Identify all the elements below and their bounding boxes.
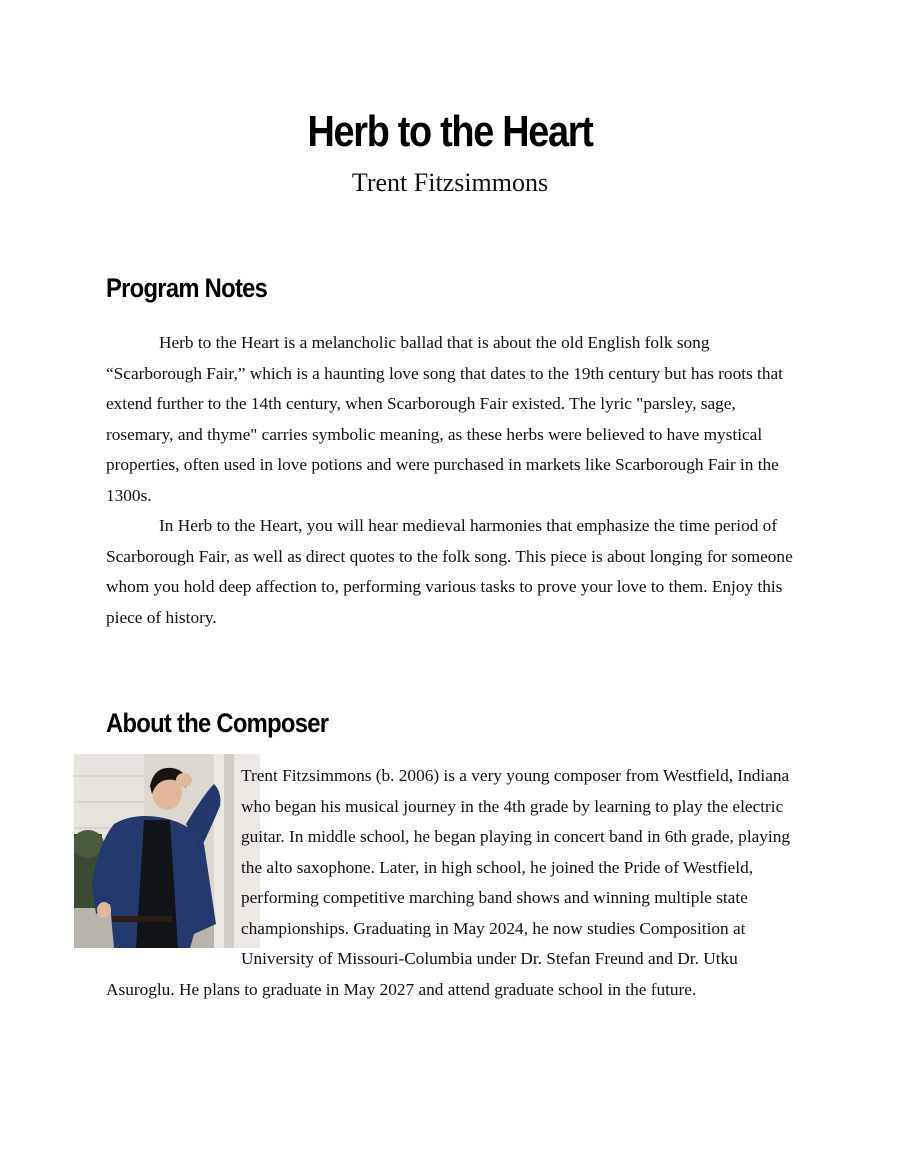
photo-text-wrap (74, 761, 241, 961)
about-composer-heading: About the Composer (106, 708, 329, 738)
program-notes-heading: Program Notes (106, 273, 268, 303)
composer-bio-text: Trent Fitzsimmons (b. 2006) is a very young composer from Westfield, Indiana who began his musical journey in the 4th grade by learning to play the electric guitar. In middle school, he began playing in concert band in 6th grade, playing the alto saxophone. Later, in high school, he joined the Pride of Westfield, performing competitive marching band shows and winning multiple state championships. Graduating in May 2024, he now studies Composition at University of Missouri-Columbia under Dr. Stefan Freund and Dr. Utku Asuroglu. He plans to graduate in May 2027 and attend graduate school in the future. (106, 766, 791, 999)
composer-name: Trent Fitzsimmons (351, 168, 549, 197)
program-notes-body (106, 328, 806, 633)
program-notes-paragraph: Herb to the Heart is a melancholic ballad that is about the old English folk song “Scarborough Fair,” which is a haunting love song that dates to the 19th century but has roots that extend further to the 14th century, when Scarborough Fair existed. The lyric "parsley, sage, rosemary, and thyme" carries symbolic meaning, as these herbs were believed to have mystical properties, often used in love potions and were purchased in markets like Scarborough Fair in the 1300s. (106, 333, 783, 505)
composer-bio (106, 761, 806, 1005)
program-notes-paragraph: In Herb to the Heart, you will hear medieval harmonies that emphasize the time period of Scarborough Fair, as well as direct quotes to the folk song. This piece is about longing for someone whom you hold deep affection to, performing various tasks to prove your love to them. Enjoy this piece of history. (106, 516, 793, 627)
piece-title: Herb to the Heart (307, 107, 593, 156)
